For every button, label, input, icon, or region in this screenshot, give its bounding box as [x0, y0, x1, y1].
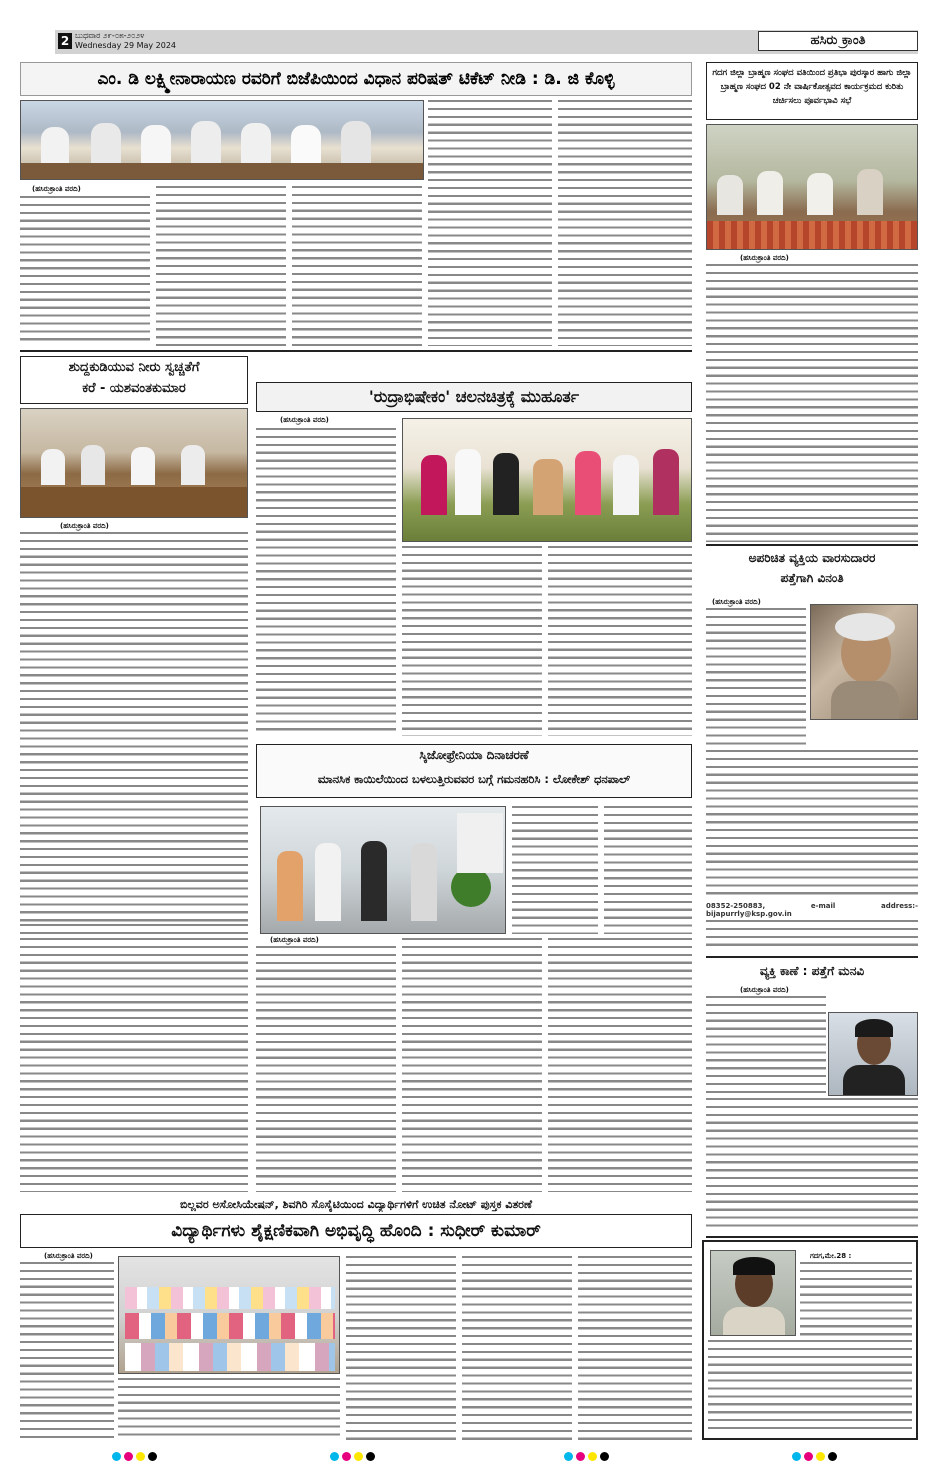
schizo-body-col1	[256, 946, 396, 1192]
register-dot-yellow	[136, 1452, 145, 1461]
top-body-col5	[558, 100, 692, 346]
schizo-body-col0b	[604, 806, 692, 934]
brahmin-dateline: (ಹಸಿರುಕ್ರಾಂತಿ ವರದಿ)	[740, 254, 789, 262]
header-date	[75, 31, 176, 51]
brahmin-photo	[706, 124, 918, 250]
unknown-body-top	[706, 608, 806, 748]
schizo-kicker: ಸ್ಕಿಜೋಫ್ರೇನಿಯಾ ದಿನಾಚರಣೆ	[419, 748, 529, 762]
students-photo	[118, 1256, 340, 1374]
schizo-headline: ಮಾನಸಿಕ ಕಾಯಿಲೆಯಿಂದ ಬಳಲುತ್ತಿರುವವರ ಬಗ್ಗೆ ಗಮನಹರಿಸಿ : ಲೋಕೇಶ್ ಧನಪಾಲ್	[317, 772, 631, 786]
page-number: 2	[58, 33, 72, 49]
top-dateline: (ಹಸಿರುಕ್ರಾಂತಿ ವರದಿ)	[32, 185, 81, 193]
register-dots-center-right	[564, 1446, 612, 1456]
schizo-photo	[260, 806, 506, 934]
water-headline-line2: ಕರೆ - ಯಶವಂತಕುಮಾರ	[82, 381, 186, 396]
film-body-col3	[548, 546, 692, 736]
brahmin-body	[706, 264, 918, 542]
register-dots-center-left	[330, 1446, 378, 1456]
unknown-dateline: (ಹಸಿರುಕ್ರಾಂತಿ ವರದಿ)	[712, 598, 761, 606]
students-body-col5	[578, 1256, 692, 1440]
top-body-col4	[428, 100, 552, 346]
water-dateline: (ಹಸಿರುಕ್ರಾಂತಿ ವರದಿ)	[60, 522, 109, 530]
date-kannada: ಬುಧವಾರ ೨೯-೦೫-೨೦೨೪	[75, 31, 145, 40]
top-photo	[20, 100, 424, 180]
top-body-col3	[292, 186, 422, 346]
water-body-col3	[20, 938, 248, 1192]
film-body-col1	[256, 428, 396, 736]
schizo-body-col2	[402, 938, 542, 1192]
top-body-col2	[156, 186, 286, 346]
obituary-photo	[710, 1250, 796, 1336]
missing-dateline: (ಹಸಿರುಕ್ರಾಂತಿ ವರದಿ)	[740, 986, 789, 994]
register-dots-left	[112, 1446, 160, 1456]
unknown-headline-line1: ಅಪರಿಚಿತ ವ್ಯಕ್ತಿಯ ವಾರಸುದಾರರ	[748, 551, 876, 565]
register-dots-right	[792, 1446, 840, 1456]
unknown-person-photo	[810, 604, 918, 720]
film-headline: 'ರುದ್ರಾಭಿಷೇಕಂ' ಚಲನಚಿತ್ರಕ್ಕೆ ಮುಹೂರ್ತ	[256, 382, 692, 412]
register-dot-magenta	[124, 1452, 133, 1461]
schizo-dateline: (ಹಸಿರುಕ್ರಾಂತಿ ವರದಿ)	[270, 936, 319, 944]
water-headline-line1: ಶುದ್ದಕುಡಿಯುವ ನೀರು ಸ್ವಚ್ಚತೆಗೆ	[68, 360, 200, 375]
schizo-body-col0	[512, 806, 598, 934]
water-body-col1	[20, 532, 248, 922]
water-headline	[20, 356, 248, 404]
missing-body	[706, 1098, 918, 1232]
water-photo	[20, 408, 248, 518]
students-body-col2	[118, 1378, 340, 1440]
masthead: ಹಸಿರು ಕ್ರಾಂತಿ	[758, 31, 918, 51]
unknown-contact: 08352-250883, e-mail address:- bijapurrly@ksp.gov.in	[706, 902, 918, 918]
obituary-dateline: ಗದಗ,ಮೇ.28 :	[810, 1252, 852, 1260]
unknown-body-end	[706, 920, 918, 950]
unknown-headline-line2: ಪತ್ತೆಗಾಗಿ ವಿನಂತಿ	[780, 571, 844, 585]
students-kicker: ಬಿಲ್ಲವರ ಅಸೋಸಿಯೇಷನ್, ಶಿವಗಿರಿ ಸೊಸೈಟಿಯಿಂದ ವಿದ್ಯಾರ್ಥಿಗಳಿಗೆ ಉಚಿತ ನೋಟ್ ಪುಸ್ತಕ ವಿತರಣೆ	[179, 1198, 533, 1211]
obituary-body-top	[800, 1262, 912, 1336]
students-body-col1	[20, 1262, 114, 1440]
students-dateline: (ಹಸಿರುಕ್ರಾಂತಿ ವರದಿ)	[44, 1252, 93, 1260]
students-body-col3	[346, 1256, 456, 1440]
water-body-col2	[20, 924, 248, 934]
brahmin-headline: ಗದಗ ಜಿಲ್ಲಾ ಬ್ರಾಹ್ಮಣ ಸಂಘದ ವತಿಯಿಂದ ಪ್ರತಿಭಾ ಪುರಸ್ಕಾರ ಹಾಗು ಜಿಲ್ಲಾ ಬ್ರಾಹ್ಮಣ ಸಂಘದ 02 ನೇ ವಾರ್ಷಿಕೋತ್ಸವದ ಕಾರ್ಯಕ್ರಮದ ಕುರಿತು ಚರ್ಚಿಸಲು ಪೂರ್ವಭಾವಿ ಸಭೆ	[706, 62, 918, 120]
students-body-col4	[462, 1256, 572, 1440]
obituary-body	[708, 1340, 912, 1434]
date-english: Wednesday 29 May 2024	[75, 41, 177, 50]
unknown-headline	[706, 548, 918, 594]
schizo-body-col3	[548, 938, 692, 1192]
top-headline: ಎಂ. ಡಿ ಲಕ್ಷ್ಮೀನಾರಾಯಣ ರವರಿಗೆ ಬಿಜೆಪಿಯಿಂದ ವಿಧಾನ ಪರಿಷತ್ ಟಿಕೆಟ್ ನೀಡಿ : ಡಿ. ಜಿ ಕೊಳ್ಳಿ	[20, 62, 692, 96]
film-photo	[402, 418, 692, 542]
unknown-body	[706, 750, 918, 900]
missing-headline: ವ್ಯಕ್ತಿ ಕಾಣೆ : ಪತ್ತೆಗೆ ಮನವಿ	[706, 960, 918, 982]
missing-person-photo	[828, 1012, 918, 1096]
film-body-col2	[402, 546, 542, 736]
missing-body-top	[706, 996, 826, 1094]
top-body-col1	[20, 196, 150, 346]
register-dot-cyan	[112, 1452, 121, 1461]
film-dateline: (ಹಸಿರುಕ್ರಾಂತಿ ವರದಿ)	[280, 416, 329, 424]
students-headline: ವಿದ್ಯಾರ್ಥಿಗಳು ಶೈಕ್ಷಣಿಕವಾಗಿ ಅಭಿವೃದ್ಧಿ ಹೊಂದಿ : ಸುಧೀರ್ ಕುಮಾರ್	[20, 1214, 692, 1248]
register-dot-black	[148, 1452, 157, 1461]
